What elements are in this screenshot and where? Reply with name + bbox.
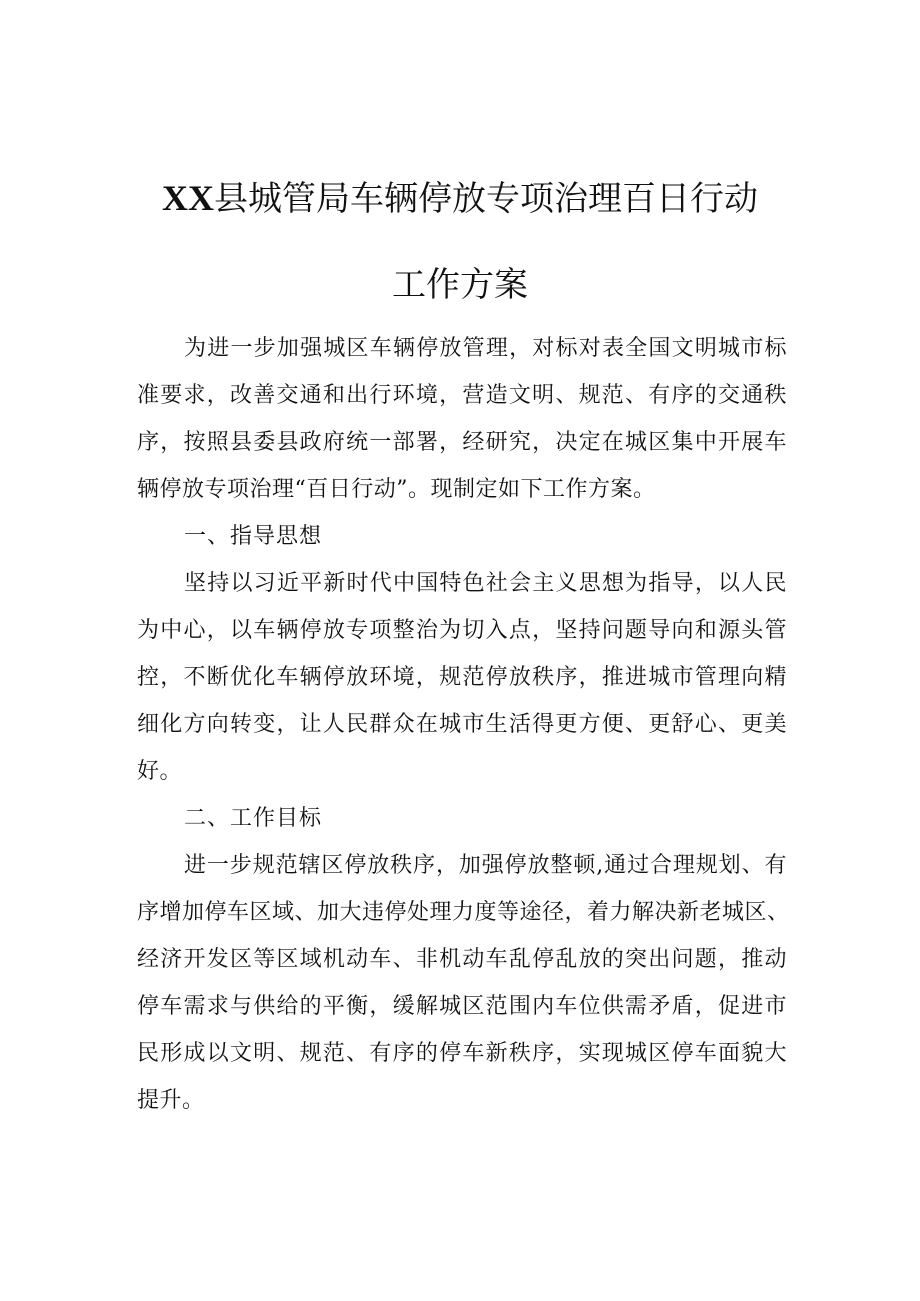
section2-line: 停车需求与供给的平衡，缓解城区范围内车位供需矛盾，促进市: [137, 994, 787, 1019]
section2-line: 经济开发区等区域机动车、非机动车乱停乱放的突出问题，推动: [137, 947, 787, 972]
section2-line: 提升。: [137, 1088, 205, 1113]
section2-line: 序增加停车区域、加大违停处理力度等途径，着力解决新老城区、: [137, 900, 790, 925]
section2-line: 进一步规范辖区停放秩序，加强停放整顿,通过合理规划、有: [184, 853, 787, 878]
section1-line: 细化方向转变，让人民群众在城市生活得更方便、更舒心、更美: [137, 712, 787, 737]
section1-heading: 一、指导思想: [184, 524, 323, 549]
title-line1-text: 县城管局车辆停放专项治理百日行动: [214, 179, 758, 219]
section1-line: 控，不断优化车辆停放环境，规范停放秩序，推进城市管理向精: [137, 665, 787, 690]
intro-line: 辆停放专项治理“百日行动”。现制定如下工作方案。: [137, 477, 656, 502]
section2-heading: 二、工作目标: [184, 806, 323, 831]
title-prefix: XX: [162, 178, 214, 218]
document-title-line1: [0, 178, 920, 219]
document-title-line2: 工作方案: [392, 265, 528, 305]
intro-line: 序，按照县委县政府统一部署，经研究，决定在城区集中开展车: [137, 430, 787, 455]
section1-line: 为中心，以车辆停放专项整治为切入点，坚持问题导向和源头管: [137, 618, 787, 643]
section1-line: 坚持以习近平新时代中国特色社会主义思想为指导，以人民: [184, 571, 787, 596]
intro-line: 为进一步加强城区车辆停放管理，对标对表全国文明城市标: [184, 336, 787, 361]
section2-line: 民形成以文明、规范、有序的停车新秩序，实现城区停车面貌大: [137, 1041, 787, 1066]
intro-line: 准要求，改善交通和出行环境，营造文明、规范、有序的交通秩: [137, 383, 787, 408]
section1-line: 好。: [137, 759, 183, 784]
